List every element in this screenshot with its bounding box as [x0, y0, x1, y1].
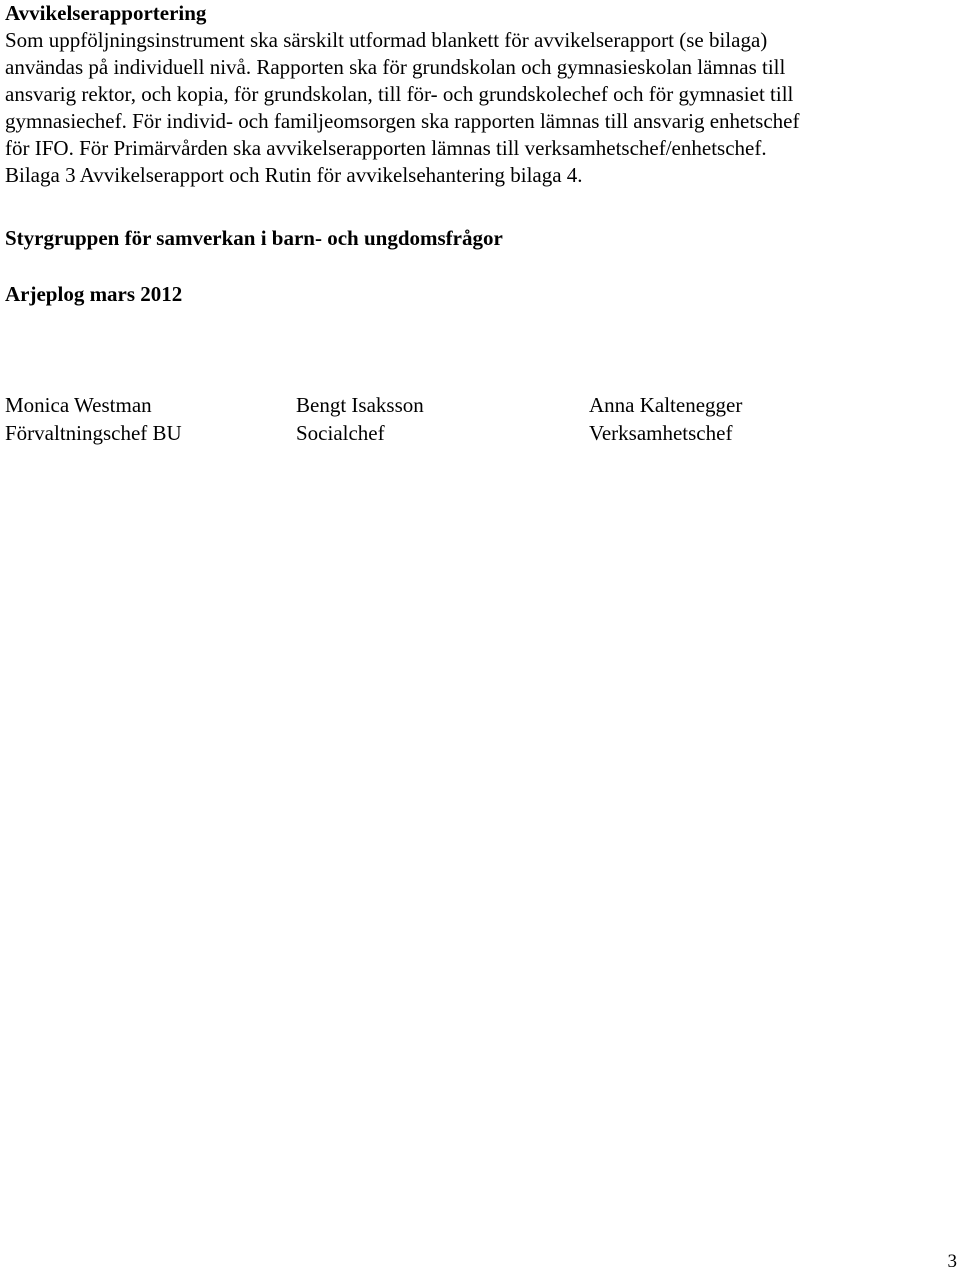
- signatory-title: Verksamhetschef: [589, 421, 733, 445]
- signatory-title: Socialchef: [296, 421, 385, 445]
- paragraph-line: ansvarig rektor, och kopia, för grundskolan, till för- och grundskolechef och för gymnasiet till: [5, 82, 794, 106]
- signatory: [589, 391, 742, 447]
- paragraph-line: Som uppföljningsinstrument ska särskilt utformad blankett för avvikelserapport (se bilaga): [5, 28, 768, 52]
- signatory: [296, 391, 424, 447]
- paragraph-line: för IFO. För Primärvården ska avvikelserapporten lämnas till verksamhetschef/enhetschef.: [5, 136, 767, 160]
- signatory-name: Anna Kaltenegger: [589, 393, 743, 417]
- committee-name: Styrgruppen för samverkan i barn- och ungdomsfrågor: [5, 226, 503, 250]
- signatory-name: Bengt Isaksson: [296, 393, 424, 417]
- signatory: [5, 391, 182, 447]
- section-heading: Avvikelserapportering: [5, 1, 207, 25]
- body-paragraph: [5, 27, 945, 189]
- place-date: Arjeplog mars 2012: [5, 282, 183, 306]
- signature-block: [0, 391, 960, 451]
- signatory-title: Förvaltningschef BU: [5, 421, 182, 445]
- paragraph-line: användas på individuell nivå. Rapporten ska för grundskolan och gymnasieskolan lämnas till: [5, 55, 786, 79]
- paragraph-line: Bilaga 3 Avvikelserapport och Rutin för avvikelsehantering bilaga 4.: [5, 163, 583, 187]
- paragraph-line: gymnasiechef. För individ- och familjeomsorgen ska rapporten lämnas till ansvarig enhetschef: [5, 109, 800, 133]
- page-number: 3: [947, 1251, 957, 1272]
- signatory-name: Monica Westman: [5, 393, 152, 417]
